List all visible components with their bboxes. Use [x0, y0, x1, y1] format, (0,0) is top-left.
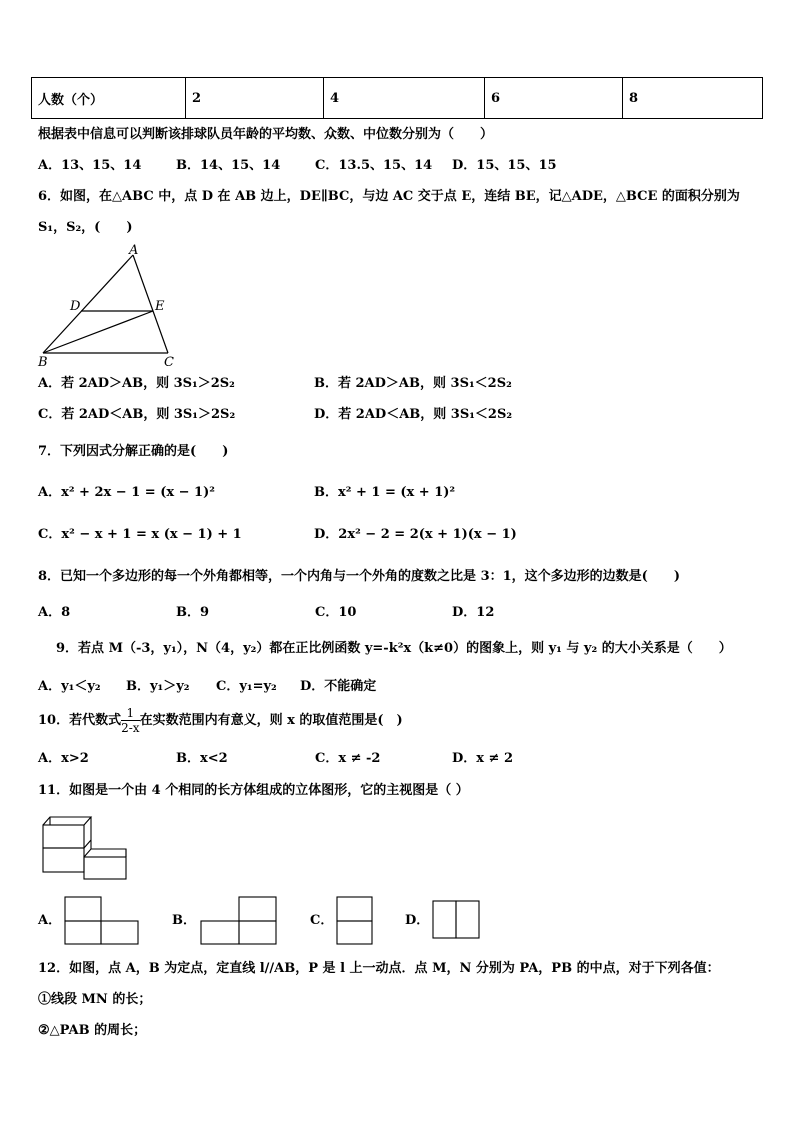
option-c-view — [336, 896, 374, 946]
q10-stem-suffix: 在实数范围内有意义，则 x 的取值范围是( ) — [139, 713, 403, 728]
table-row — [32, 78, 763, 119]
q8-option-b: B．9 — [176, 605, 210, 620]
fraction-denominator: 2-x — [121, 721, 140, 735]
label-b: B — [38, 355, 48, 370]
label-e: E — [155, 299, 165, 314]
q9-option-d: D．不能确定 — [300, 679, 377, 694]
option-b-view — [200, 896, 278, 946]
fraction — [121, 706, 139, 735]
option-d-view — [432, 900, 482, 940]
q8-option-a: A．8 — [38, 605, 71, 620]
q6-stem: 6．如图，在△ABC 中，点 D 在 AB 边上，DE∥BC，与边 AC 交于点 E，连结 BE，记△ADE，△BCE 的面积分别为 — [38, 189, 740, 204]
option-a-view — [64, 896, 140, 946]
q11-stem: 11．如图是一个由 4 个相同的长方体组成的立体图形，它的主视图是（ ） — [38, 783, 469, 798]
q9-option-a: A．y₁＜y₂ — [38, 679, 101, 694]
q5-option-a: A．13、15、14 — [38, 158, 142, 173]
q5-stem: 根据表中信息可以判断该排球队员年龄的平均数、众数、中位数分别为（ ） — [38, 127, 494, 142]
q10-option-b: B．x<2 — [176, 751, 228, 766]
label-c: C — [164, 355, 174, 370]
q11-option-d-label: D． — [405, 913, 430, 928]
q8-option-c: C．10 — [315, 605, 357, 620]
age-table — [31, 77, 763, 119]
table-cell: 8 — [623, 78, 763, 119]
q10-stem — [38, 704, 403, 738]
q11-option-c-label: C． — [310, 913, 334, 928]
q10-option-a: A．x>2 — [38, 751, 89, 766]
q7-option-a: A．x² + 2x − 1 = (x − 1)² — [38, 485, 215, 500]
q5-option-b: B．14、15、14 — [176, 158, 281, 173]
q9-option-c: C．y₁=y₂ — [216, 679, 277, 694]
q11-option-a-label: A． — [38, 913, 62, 928]
table-cell: 6 — [485, 78, 623, 119]
triangle-figure — [30, 242, 190, 370]
cuboid-solid-figure — [38, 812, 130, 884]
q12-item-1: ①线段 MN 的长； — [38, 992, 152, 1007]
q8-option-d: D．12 — [452, 605, 495, 620]
q9-option-b: B．y₁＞y₂ — [126, 679, 190, 694]
q6-option-a: A．若 2AD＞AB，则 3S₁＞2S₂ — [38, 376, 235, 391]
q7-option-d: D．2x² − 2 = 2(x + 1)(x − 1) — [314, 527, 517, 542]
table-cell: 人数（个） — [32, 78, 186, 119]
table-cell: 4 — [324, 78, 485, 119]
q7-option-c: C．x² − x + 1 = x (x − 1) + 1 — [38, 527, 242, 542]
q10-option-c: C．x ≠ -2 — [315, 751, 381, 766]
q8-stem: 8．已知一个多边形的每一个外角都相等，一个内角与一个外角的度数之比是 3：1，这个多边形的边数是( ) — [38, 569, 680, 584]
q6-option-d: D．若 2AD＜AB，则 3S₁＜2S₂ — [314, 407, 513, 422]
q12-item-2: ②△PAB 的周长； — [38, 1023, 147, 1038]
q11-option-b-label: B． — [172, 913, 196, 928]
q9-stem: 9．若点 M（-3，y₁），N（4，y₂）都在正比例函数 y=-k²x（k≠0）的图象上，则 y₁ 与 y₂ 的大小关系是（ ） — [56, 641, 732, 656]
table-cell: 2 — [186, 78, 324, 119]
q5-option-c: C．13.5、15、14 — [315, 158, 433, 173]
q6-stem-2: S₁，S₂，( ) — [38, 220, 133, 235]
q7-stem: 7．下列因式分解正确的是( ) — [38, 444, 229, 459]
q6-option-c: C．若 2AD＜AB，则 3S₁＞2S₂ — [38, 407, 236, 422]
label-a: A — [129, 243, 139, 258]
q12-stem: 12．如图，点 A，B 为定点，定直线 l//AB，P 是 l 上一动点．点 M，N 分别为 PA，PB 的中点，对于下列各值： — [38, 961, 720, 976]
q5-option-d: D．15、15、15 — [452, 158, 557, 173]
q10-option-d: D．x ≠ 2 — [452, 751, 514, 766]
fraction-numerator: 1 — [121, 706, 139, 721]
q10-stem-prefix: 10．若代数式 — [38, 713, 122, 728]
q7-option-b: B．x² + 1 = (x + 1)² — [314, 485, 456, 500]
label-d: D — [70, 299, 81, 314]
q6-option-b: B．若 2AD＞AB，则 3S₁＜2S₂ — [314, 376, 512, 391]
